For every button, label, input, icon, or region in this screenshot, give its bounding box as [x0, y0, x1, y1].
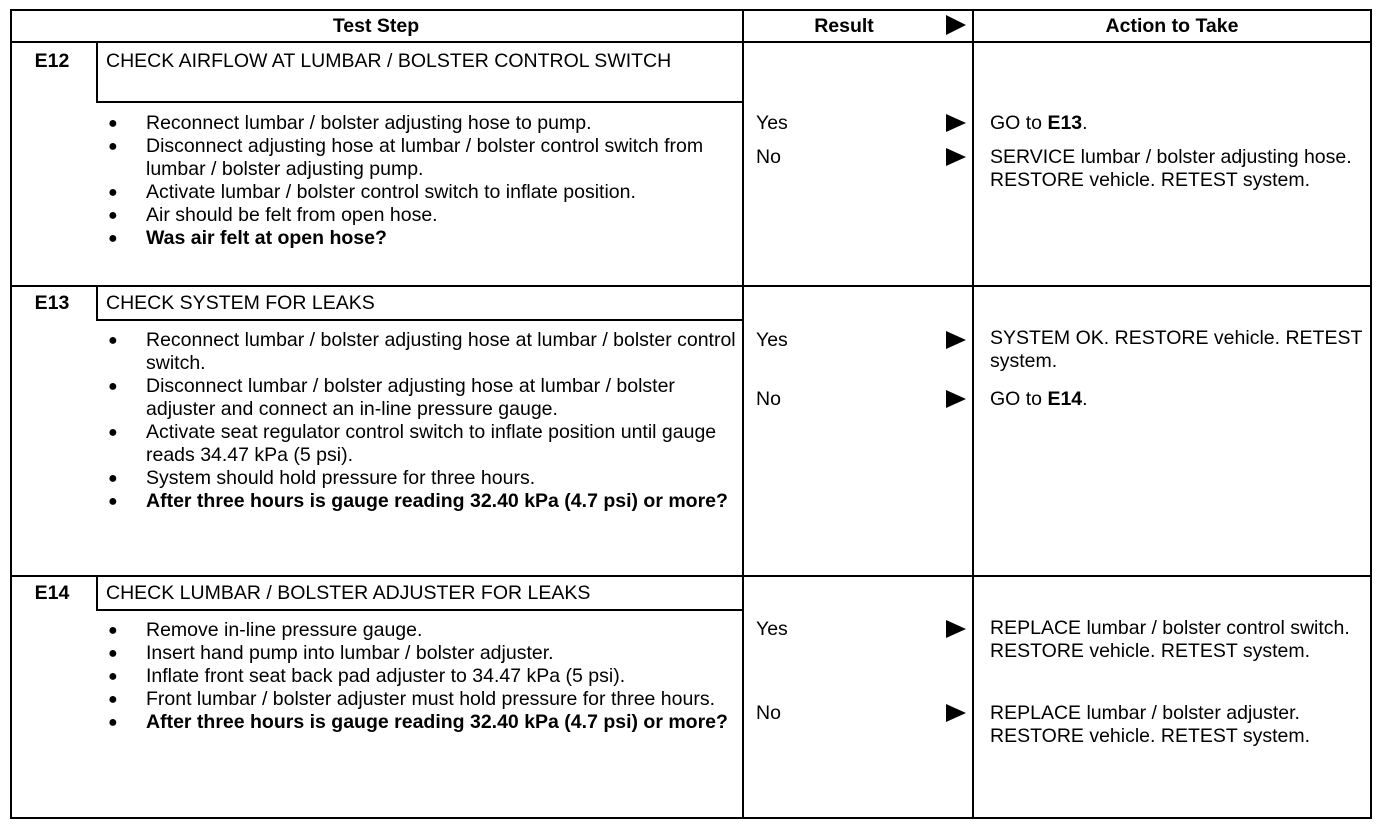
list-item: ● Disconnect lumbar / bolster adjusting hose at lumbar / bolster adjuster and connect an in-line pressure gauge.: [108, 375, 738, 421]
list-item: ● Air should be felt from open hose.: [108, 204, 738, 227]
action-yes-e12: [990, 112, 1365, 135]
arrow-icon: [946, 331, 966, 349]
action-yes-e14: REPLACE lumbar / bolster control switch. RESTORE vehicle. RETEST system.: [990, 617, 1350, 662]
result-no-e14: No: [756, 702, 781, 724]
header-bottom-border: [10, 41, 1372, 43]
action-column-divider: [972, 9, 974, 819]
step-id-e13: E13: [34, 292, 70, 314]
result-yes-e14: Yes: [756, 618, 788, 640]
list-item: ● Disconnect adjusting hose at lumbar / bolster control switch from lumbar / bolster adjusting pump.: [108, 135, 738, 181]
list-item: ● Insert hand pump into lumbar / bolster adjuster.: [108, 642, 738, 665]
list-item: ● Reconnect lumbar / bolster adjusting hose to pump.: [108, 112, 738, 135]
list-item: ● Activate seat regulator control switch to inflate position until gauge reads 34.47 kPa (5 psi).: [108, 421, 738, 467]
action-text: GO to: [990, 388, 1048, 410]
action-yes-e13: SYSTEM OK. RESTORE vehicle. RETEST system.: [990, 327, 1363, 372]
list-item-question: ● Was air felt at open hose?: [108, 227, 738, 250]
e12-id-divider: [96, 41, 98, 103]
action-tail: .: [1082, 112, 1088, 134]
header-test-step: Test Step: [332, 15, 420, 37]
e13-title-underline: [96, 319, 742, 321]
result-no-e12: No: [756, 146, 781, 168]
action-step-ref: E14: [1047, 388, 1083, 410]
list-item-question: ● After three hours is gauge reading 32.40 kPa (4.7 psi) or more?: [108, 711, 738, 734]
step-list-e13: [108, 329, 738, 513]
step-title-e13: CHECK SYSTEM FOR LEAKS: [106, 292, 375, 314]
header-arrow-icon: [946, 15, 966, 35]
action-no-e13: [990, 388, 1365, 411]
table-right-border: [1370, 9, 1372, 819]
step-list-e14: [108, 619, 738, 734]
list-item: ● Activate lumbar / bolster control switch to inflate position.: [108, 181, 738, 204]
diagnostic-table: [10, 9, 1372, 819]
header-result: Result: [814, 15, 874, 37]
action-text: GO to: [990, 112, 1048, 134]
step-title-e14: CHECK LUMBAR / BOLSTER ADJUSTER FOR LEAKS: [106, 582, 591, 604]
row-divider-e13: [10, 285, 1372, 287]
result-yes-e13: Yes: [756, 329, 788, 351]
header-action: Action to Take: [1105, 15, 1239, 37]
list-item-question: ● After three hours is gauge reading 32.40 kPa (4.7 psi) or more?: [108, 490, 738, 513]
action-step-ref: E13: [1047, 112, 1083, 134]
action-tail: .: [1082, 388, 1088, 410]
list-item: ● Inflate front seat back pad adjuster to 34.47 kPa (5 psi).: [108, 665, 738, 688]
step-title-e12: CHECK AIRFLOW AT LUMBAR / BOLSTER CONTROL SWITCH: [106, 50, 672, 72]
result-yes-e12: Yes: [756, 112, 788, 134]
list-item: ● Remove in-line pressure gauge.: [108, 619, 738, 642]
e14-id-divider: [96, 575, 98, 611]
arrow-icon: [946, 114, 966, 132]
action-no-e14: REPLACE lumbar / bolster adjuster. RESTORE vehicle. RETEST system.: [990, 702, 1311, 747]
arrow-icon: [946, 620, 966, 638]
step-id-e14: E14: [34, 582, 70, 604]
e14-title-underline: [96, 609, 742, 611]
result-column-divider: [742, 9, 744, 819]
list-item: ● System should hold pressure for three hours.: [108, 467, 738, 490]
result-no-e13: No: [756, 388, 781, 410]
action-no-e12: SERVICE lumbar / bolster adjusting hose. RESTORE vehicle. RETEST system.: [990, 146, 1352, 191]
e13-id-divider: [96, 285, 98, 321]
row-divider-e14: [10, 575, 1372, 577]
step-id-e12: E12: [34, 50, 70, 72]
e12-title-underline: [96, 101, 742, 103]
table-left-border: [10, 9, 12, 819]
list-item: ● Front lumbar / bolster adjuster must hold pressure for three hours.: [108, 688, 738, 711]
table-bottom-border: [10, 817, 1372, 819]
list-item: ● Reconnect lumbar / bolster adjusting hose at lumbar / bolster control switch.: [108, 329, 738, 375]
arrow-icon: [946, 390, 966, 408]
arrow-icon: [946, 148, 966, 166]
step-list-e12: [108, 112, 738, 250]
arrow-icon: [946, 704, 966, 722]
